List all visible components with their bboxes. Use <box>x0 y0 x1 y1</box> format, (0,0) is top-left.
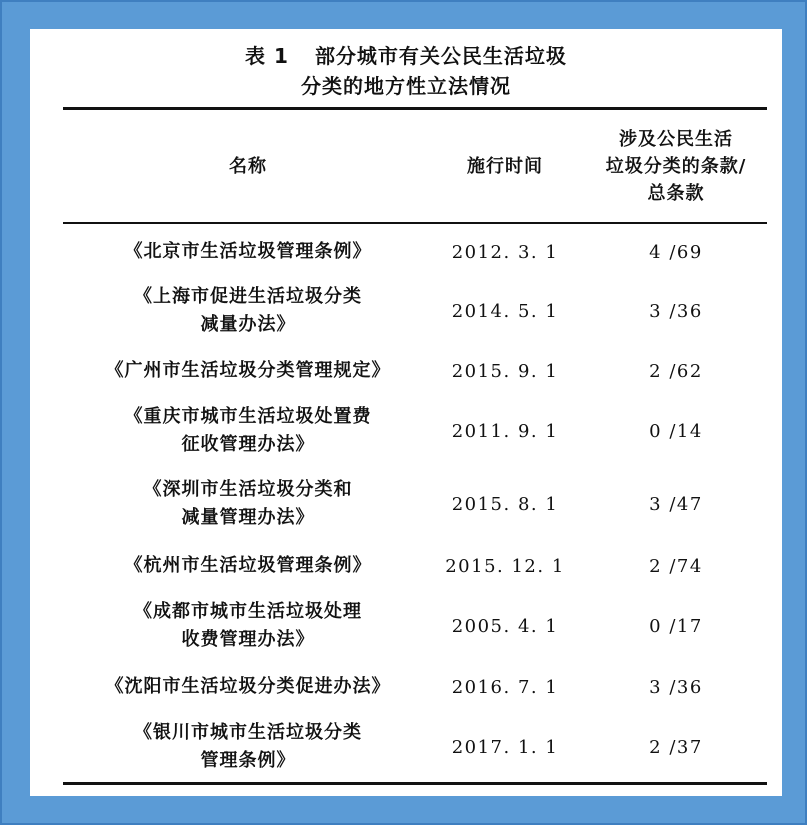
row-name: 《上海市促进生活垃圾分类 减量办法》 <box>134 286 362 335</box>
table-row <box>30 590 782 662</box>
row-name: 《广州市生活垃圾分类管理规定》 <box>105 360 391 381</box>
title-line-2: 分类的地方性立法情况 <box>301 74 511 98</box>
row-name: 《沈阳市生活垃圾分类促进办法》 <box>105 676 391 697</box>
row-name: 《银川市城市生活垃圾分类 管理条例》 <box>134 722 362 771</box>
row-clauses: 3 /47 <box>649 493 703 515</box>
table-row <box>30 466 782 542</box>
row-date: 2015. 8. 1 <box>451 493 559 515</box>
row-clauses: 4 /69 <box>649 241 703 263</box>
bottom-rule <box>63 782 767 785</box>
header-clauses: 涉及公民生活 垃圾分类的条款/ 总条款 <box>605 128 747 204</box>
header-rule <box>63 222 767 224</box>
row-name: 《北京市生活垃圾管理条例》 <box>124 241 372 262</box>
row-date: 2014. 5. 1 <box>451 300 559 322</box>
row-date: 2017. 1. 1 <box>451 736 559 758</box>
table-row <box>30 712 782 782</box>
table-row <box>30 396 782 466</box>
header-date: 施行时间 <box>467 155 543 177</box>
row-clauses: 2 /74 <box>649 555 703 577</box>
row-clauses: 0 /17 <box>649 615 703 637</box>
table-label: 表 1 <box>245 44 289 68</box>
row-date: 2016. 7. 1 <box>451 676 559 698</box>
row-clauses: 2 /37 <box>649 736 703 758</box>
row-date: 2012. 3. 1 <box>451 241 559 263</box>
row-date: 2011. 9. 1 <box>451 420 559 442</box>
row-name: 《成都市城市生活垃圾处理 收费管理办法》 <box>134 601 362 650</box>
header-name: 名称 <box>229 155 267 177</box>
row-name: 《杭州市生活垃圾管理条例》 <box>124 555 372 576</box>
row-clauses: 2 /62 <box>649 360 703 382</box>
row-name: 《深圳市生活垃圾分类和 减量管理办法》 <box>143 479 353 528</box>
table-panel <box>30 29 782 796</box>
row-date: 2015. 9. 1 <box>451 360 559 382</box>
table-row <box>30 542 782 590</box>
title-line-1: 部分城市有关公民生活垃圾 <box>314 44 567 68</box>
table-row <box>30 346 782 396</box>
table-row <box>30 276 782 346</box>
row-clauses: 3 /36 <box>649 676 703 698</box>
row-clauses: 0 /14 <box>649 420 703 442</box>
row-clauses: 3 /36 <box>649 300 703 322</box>
row-date: 2005. 4. 1 <box>451 615 559 637</box>
row-date: 2015. 12. 1 <box>445 555 565 577</box>
row-name: 《重庆市城市生活垃圾处置费 征收管理办法》 <box>124 406 372 455</box>
table-row <box>30 228 782 276</box>
table-row <box>30 662 782 712</box>
table-title <box>30 41 782 101</box>
